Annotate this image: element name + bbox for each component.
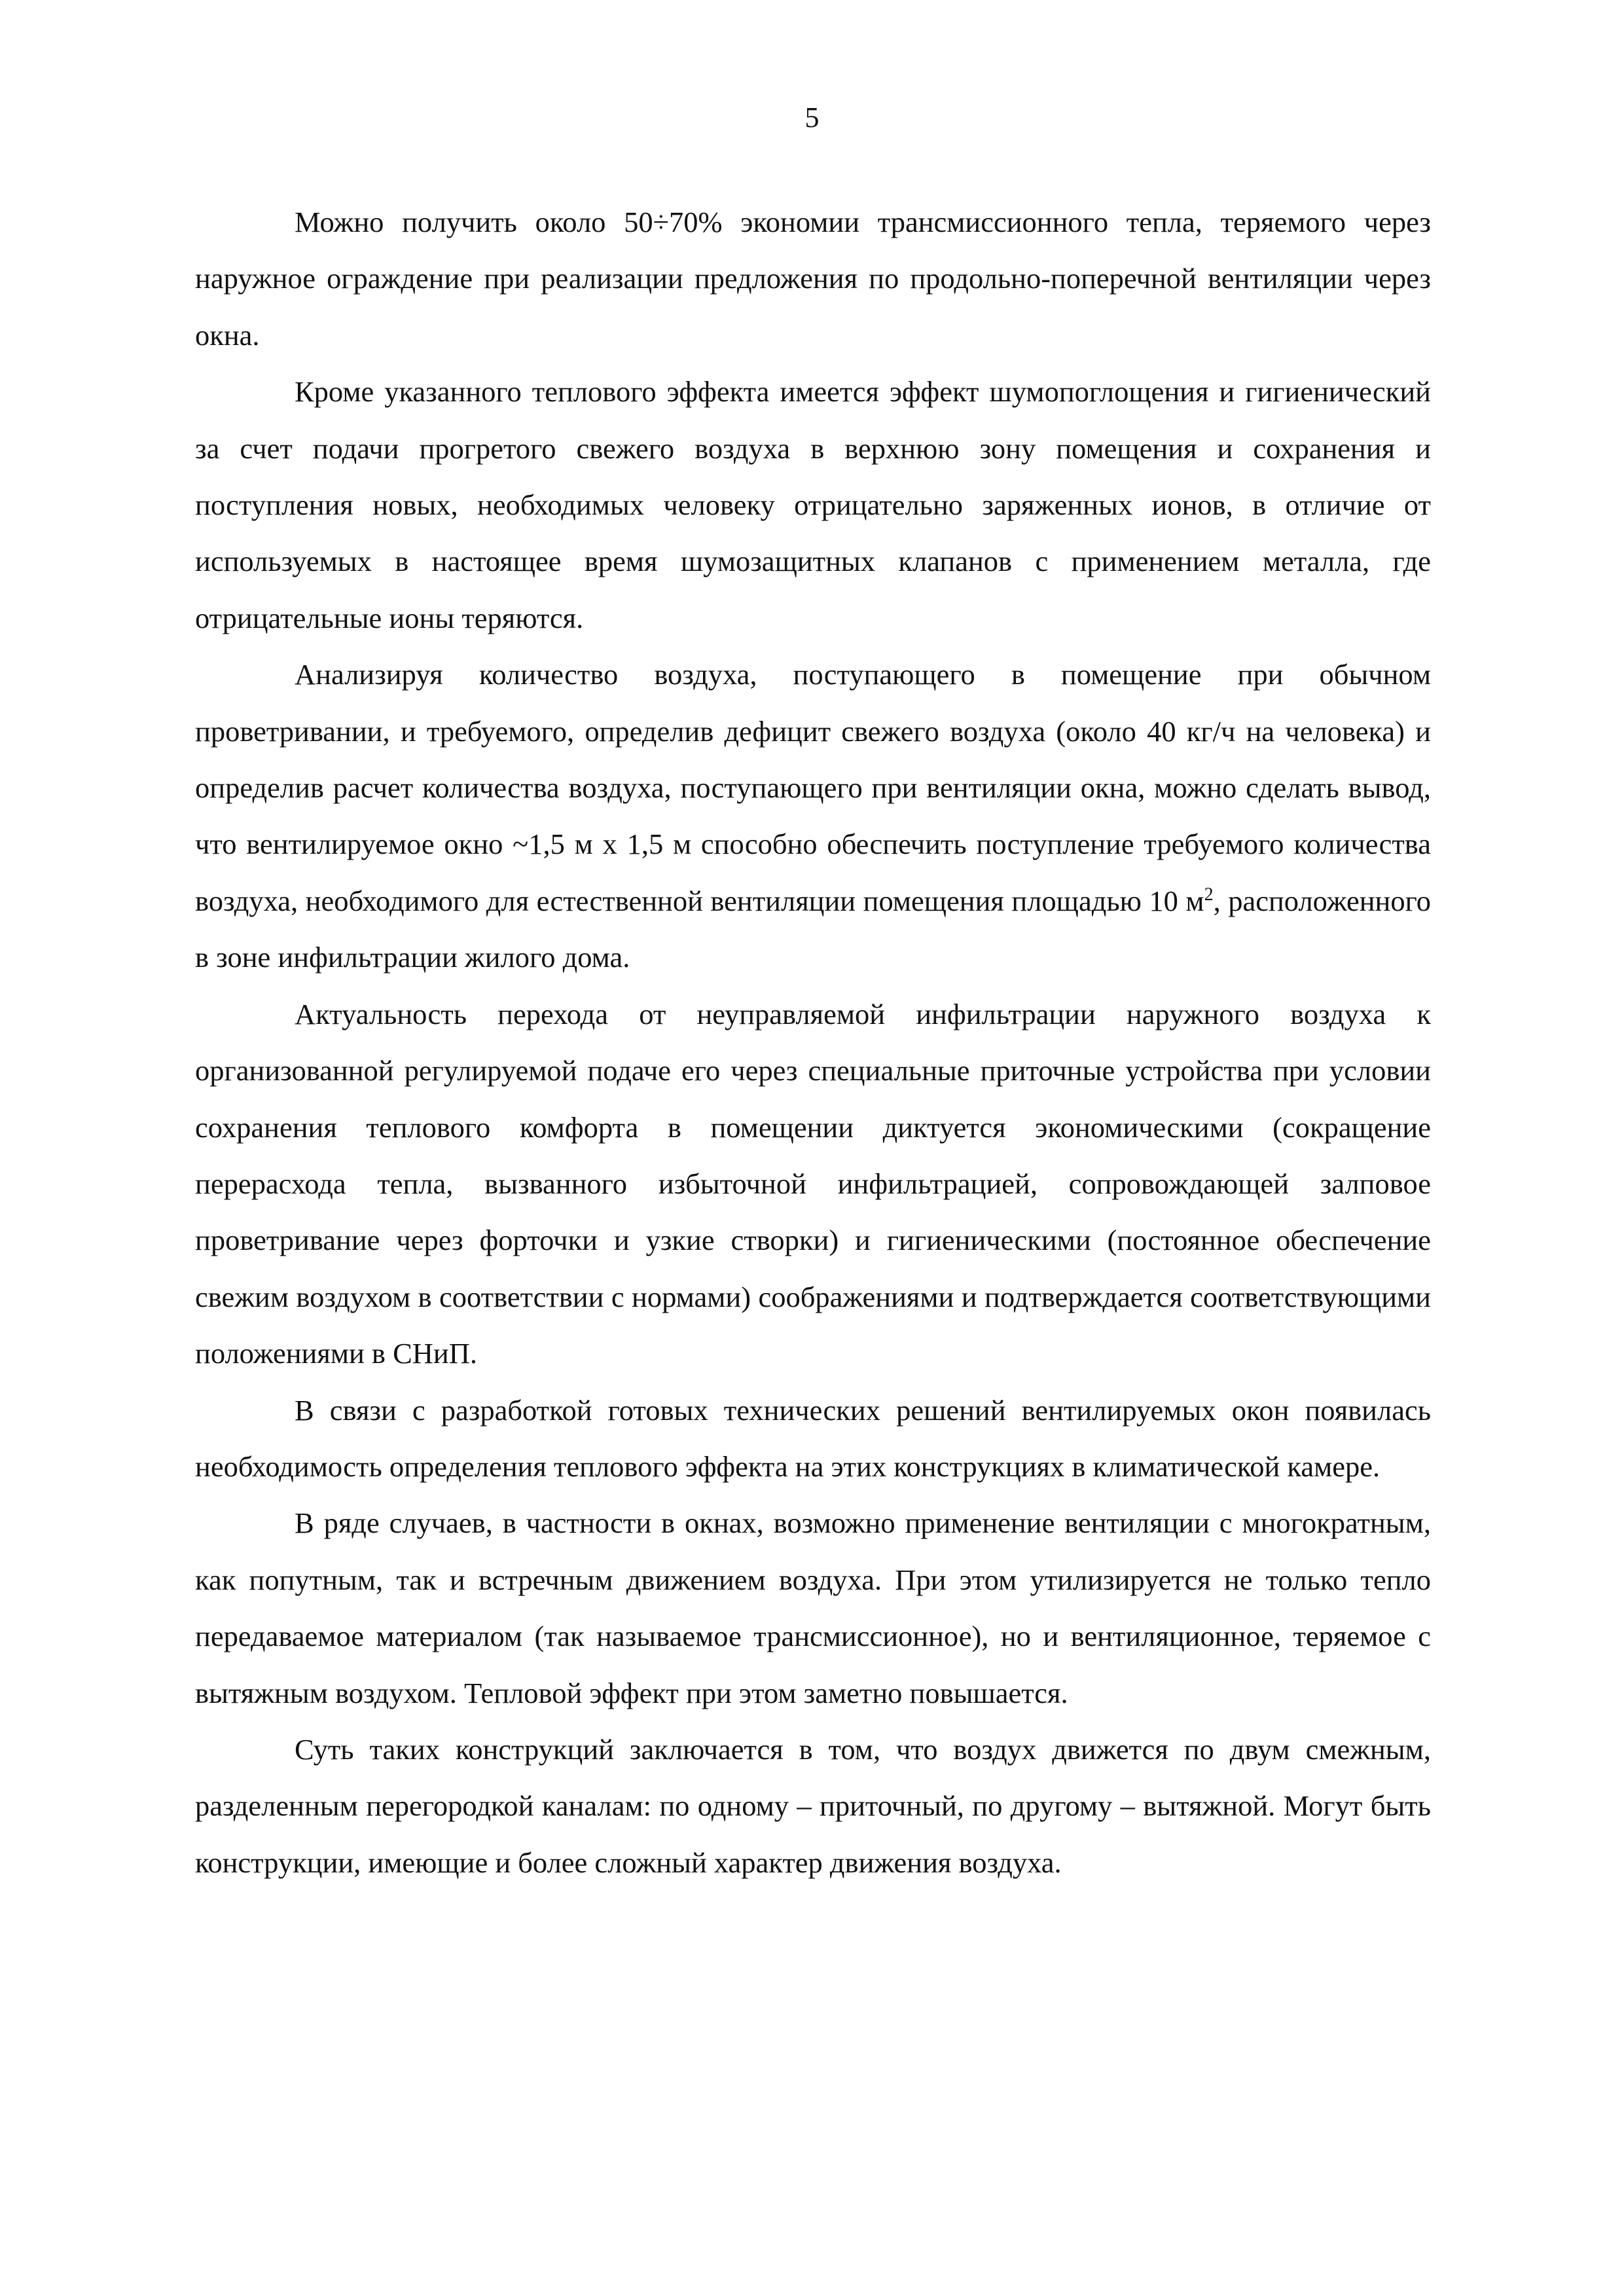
paragraph-infiltration-relevance: Актуальность перехода от неуправляемой инфильтрации наружного воздуха к организованной регулируемой подаче его через специальные приточные устройства при условии сохранения теплового комфорта в помещении диктуется экономическими (сокращение перерасхода тепла, вызванного избыточной инфильтрацией, сопровождающей залповое проветривание через форточки и узкие створки) и гигиеническими (постоянное обеспечение свежим воздухом в соответствии с нормами) соображениями и подтверждается соответствующими положениями в СНиП.: [195, 997, 1431, 1370]
paragraph-climate-chamber: В связи с разработкой готовых технических решений вентилируемых окон появилась необходимость определения теплового эффекта на этих конструкциях в климатической камере.: [195, 1393, 1431, 1483]
paragraph-noise-absorption: Кроме указанного теплового эффекта имеется эффект шумопоглощения и гигиенический за счет подачи прогретого свежего воздуха в верхнюю зону помещения и сохранения и поступления новых, необходимых человеку отрицательно заряженных ионов, в отличие от используемых в настоящее время шумозащитных клапанов с применением металла, где отрицательные ионы теряются.: [195, 375, 1431, 634]
paragraph-air-deficit-analysis: [195, 646, 1431, 985]
paragraph-multiple-airflow: В ряде случаев, в частности в окнах, возможно применение вентиляции с многократным, как попутным, так и встречным движением воздуха. При этом утилизируется не только тепло передаваемое материалом (так называемое трансмиссионное), но и вентиляционное, теряемое с вытяжным воздухом. Тепловой эффект при этом заметно повышается.: [195, 1506, 1431, 1709]
paragraph-air-deficit-text-b: , расположенного в зоне инфильтрации жилого дома.: [195, 884, 1432, 974]
superscript-square: 2: [1204, 884, 1214, 905]
body-text: [195, 194, 1431, 1891]
paragraph-ventilation-savings: Можно получить около 50÷70% экономии трансмиссионного тепла, теряемого через наружное ограждение при реализации предложения по продольно-поперечной вентиляции через окна.: [195, 206, 1431, 352]
page-number: 5: [804, 101, 820, 134]
paragraph-air-deficit-text-a: Анализируя количество воздуха, поступающего в помещение при обычном проветривании, и требуемого, определив дефицит свежего воздуха (около 40 кг/ч на человека) и определив расчет количества воздуха, поступающего при вентиляции окна, можно сделать вывод, что вентилируемое окно ~1,5 м х 1,5 м способно обеспечить поступление требуемого количества воздуха, необходимого для естественной вентиляции помещения площадью 10 м: [195, 658, 1431, 917]
paragraph-channel-design: Суть таких конструкций заключается в том, что воздух движется по двум смежным, разделенным перегородкой каналам: по одному – приточный, по другому – вытяжной. Могут быть конструкции, имеющие и более сложный характер движения воздуха.: [195, 1732, 1431, 1879]
